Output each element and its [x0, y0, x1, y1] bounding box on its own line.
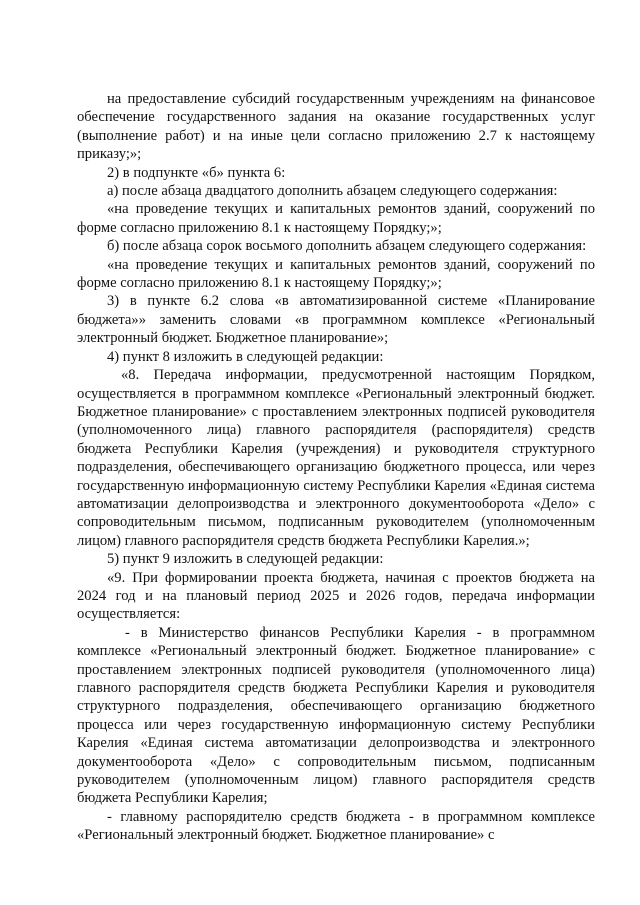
paragraph-quote-repairs-2: «на проведение текущих и капитальных ремонтов зданий, сооружений по форме согласно приложению 8.1 к настоящему Порядку;»; — [77, 256, 595, 292]
paragraph-dash-ministry: - в Министерство финансов Республики Карелия - в программном комплексе «Региональный электронный бюджет. Бюджетное планирование» с проставлением электронных подписей руководителя (уполномоченного лица) главного распорядителя средств бюджета Республики Карелия и руководителя структурного подразделения, обеспечивающего организацию бюджетного процесса или через государственную информационную систему Республики Карелия «Единая система автоматизации делопроизводства и электронного документооборота «Дело» с сопроводительным письмом, подписанным руководителем (уполномоченным лицом) главного распорядителя средств бюджета Республики Карелия; — [77, 624, 595, 807]
paragraph-point-8: «8. Передача информации, предусмотренной настоящим Порядком, осуществляется в программном комплексе «Региональный электронный бюджет. Бюджетное планирование» с проставлением электронных подписей руководителя (уполномоченного лица) главного распорядителя (распорядителя) средств бюджета Республики Карелия (учреждения) и руководителя структурного подразделения, обеспечивающего организацию бюджетного процесса, или через государственную информационную систему Республики Карелия «Единая система автоматизации делопроизводства и электронного документооборота «Дело» с сопроводительным письмом, подписанным руководителем (уполномоченным лицом) главного распорядителя средств бюджета Республики Карелия.»; — [77, 367, 595, 549]
document-page — [77, 90, 595, 845]
paragraph-point-9: «9. При формировании проекта бюджета, начиная с проектов бюджета на 2024 год и на плановый период 2025 и 2026 годов, передача информации осуществляется: — [77, 569, 595, 623]
paragraph-subpoint-2: 2) в подпункте «б» пункта 6: — [107, 164, 286, 181]
paragraph-continuation: на предоставление субсидий государственным учреждениям на финансовое обеспечение государственного задания на оказание государственных услуг (выполнение работ) и на иные цели согласно приложению 2.7 к настоящему приказу;»; — [77, 91, 595, 163]
paragraph-item-a: а) после абзаца двадцатого дополнить абзацем следующего содержания: — [107, 183, 558, 200]
paragraph-item-b: б) после абзаца сорок восьмого дополнить абзацем следующего содержания: — [107, 238, 587, 255]
paragraph-subpoint-3: 3) в пункте 6.2 слова «в автоматизированной системе «Планирование бюджета»» заменить словами «в программном комплексе «Региональный электронный бюджет. Бюджетное планирование»; — [77, 293, 595, 347]
paragraph-dash-main-manager: - главному распорядителю средств бюджета - в программном комплексе «Региональный электронный бюджет. Бюджетное планирование» с — [77, 808, 595, 844]
paragraph-subpoint-4: 4) пункт 8 изложить в следующей редакции: — [107, 348, 384, 365]
paragraph-subpoint-5: 5) пункт 9 изложить в следующей редакции: — [107, 551, 384, 568]
paragraph-quote-repairs-1: «на проведение текущих и капитальных ремонтов зданий, сооружений по форме согласно приложению 8.1 к настоящему Порядку;»; — [77, 201, 595, 236]
